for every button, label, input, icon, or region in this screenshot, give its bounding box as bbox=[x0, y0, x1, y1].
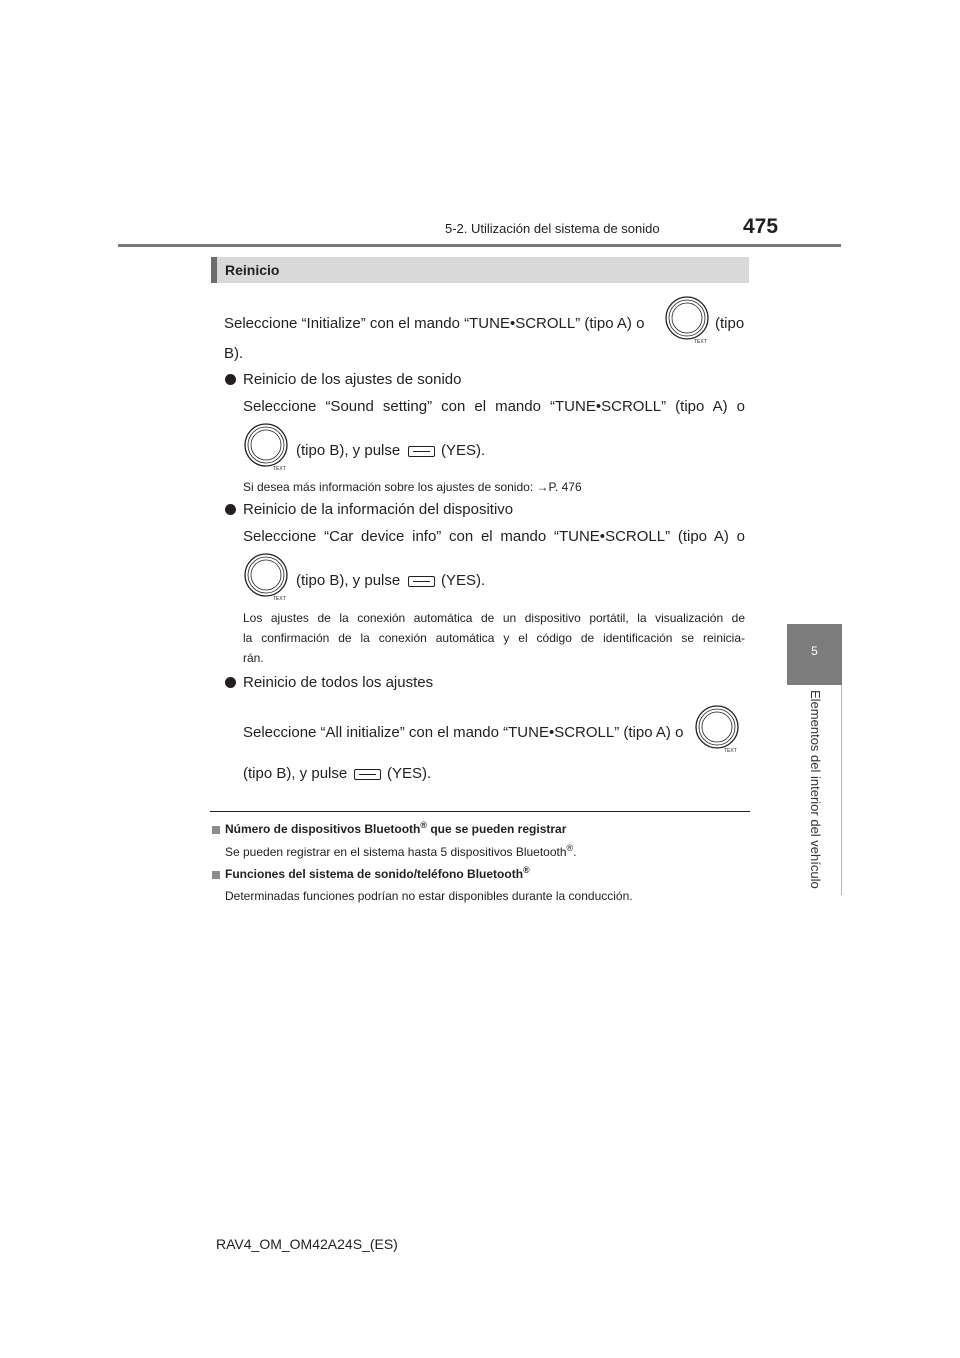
knob-label: TEXT bbox=[724, 748, 737, 754]
chapter-tab-label: Elementos del interior del vehículo bbox=[808, 690, 823, 889]
tune-scroll-knob-icon bbox=[693, 704, 743, 754]
item-heading: Reinicio de todos los ajustes bbox=[243, 674, 434, 691]
note-title-text: Funciones del sistema de sonido/teléfono Bluetooth bbox=[225, 867, 524, 881]
tune-scroll-knob-icon bbox=[663, 295, 713, 345]
item-instruction: Seleccione “Sound setting” con el mando “TUNE•SCROLL” (tipo A) o bbox=[243, 398, 745, 415]
note-text-end: . bbox=[573, 845, 577, 859]
item-note-line: Los ajustes de la conexión automática de un dispositivo portátil, la visualización de bbox=[243, 611, 745, 625]
note-title bbox=[225, 867, 530, 881]
note-text bbox=[225, 845, 577, 859]
bullet-icon bbox=[225, 374, 236, 385]
item-note-line: la confirmación de la conexión automática y el código de identificación se reinicia- bbox=[243, 631, 745, 645]
header-divider bbox=[118, 244, 841, 247]
bullet-icon bbox=[225, 504, 236, 515]
header-section-title: 5-2. Utilización del sistema de sonido bbox=[445, 221, 660, 236]
yes-button-icon bbox=[408, 446, 435, 457]
yes-button-icon bbox=[408, 576, 435, 587]
page-number: 475 bbox=[743, 215, 779, 238]
note-title-text-end: que se pueden registrar bbox=[427, 822, 567, 836]
registered-mark: ® bbox=[523, 865, 530, 875]
note-square-icon bbox=[212, 826, 220, 834]
intro-text: Seleccione “Initialize” con el mando “TUNE•SCROLL” (tipo A) o bbox=[224, 315, 645, 332]
chapter-tab-number: 5 bbox=[811, 644, 818, 658]
item-instruction-cont: (tipo B), y pulse bbox=[296, 442, 401, 459]
item-instruction: Seleccione “All initialize” con el mando “TUNE•SCROLL” (tipo A) o bbox=[243, 724, 684, 741]
bullet-icon bbox=[225, 677, 236, 688]
yes-button-icon bbox=[354, 769, 381, 780]
note-text: Determinadas funciones podrían no estar disponibles durante la conducción. bbox=[225, 889, 633, 903]
tune-scroll-knob-icon bbox=[242, 552, 292, 602]
item-instruction-yes: (YES). bbox=[387, 765, 432, 782]
item-heading: Reinicio de la información del dispositivo bbox=[243, 501, 514, 518]
manual-code-footer: RAV4_OM_OM42A24S_(ES) bbox=[216, 1236, 398, 1252]
knob-label: TEXT bbox=[273, 466, 286, 472]
intro-text-tipo: (tipo bbox=[715, 315, 745, 332]
item-note-line: rán. bbox=[243, 651, 264, 665]
knob-label: TEXT bbox=[694, 339, 707, 345]
section-title: Reinicio bbox=[225, 262, 280, 278]
registered-mark: ® bbox=[566, 843, 574, 853]
item-instruction: Seleccione “Car device info” con el mando “TUNE•SCROLL” (tipo A) o bbox=[243, 528, 745, 545]
item-instruction-yes: (YES). bbox=[441, 572, 486, 589]
item-instruction-yes: (YES). bbox=[441, 442, 486, 459]
note-square-icon bbox=[212, 871, 220, 879]
knob-label: TEXT bbox=[273, 596, 286, 602]
note-title-text: Número de dispositivos Bluetooth bbox=[225, 822, 421, 836]
item-heading: Reinicio de los ajustes de sonido bbox=[243, 371, 462, 388]
section-header-mark bbox=[211, 257, 217, 283]
item-instruction-cont: (tipo B), y pulse bbox=[296, 572, 401, 589]
item-instruction-cont: (tipo B), y pulse bbox=[243, 765, 348, 782]
registered-mark: ® bbox=[420, 820, 427, 830]
section-header bbox=[211, 257, 749, 283]
item-note: Si desea más información sobre los ajustes de sonido: →P. 476 bbox=[243, 480, 582, 494]
intro-text-b: B). bbox=[224, 345, 244, 362]
tune-scroll-knob-icon bbox=[242, 422, 292, 472]
note-text-body: Se pueden registrar en el sistema hasta 5 dispositivos Bluetooth bbox=[225, 845, 567, 859]
note-title bbox=[225, 822, 566, 836]
notes-divider bbox=[210, 811, 750, 812]
